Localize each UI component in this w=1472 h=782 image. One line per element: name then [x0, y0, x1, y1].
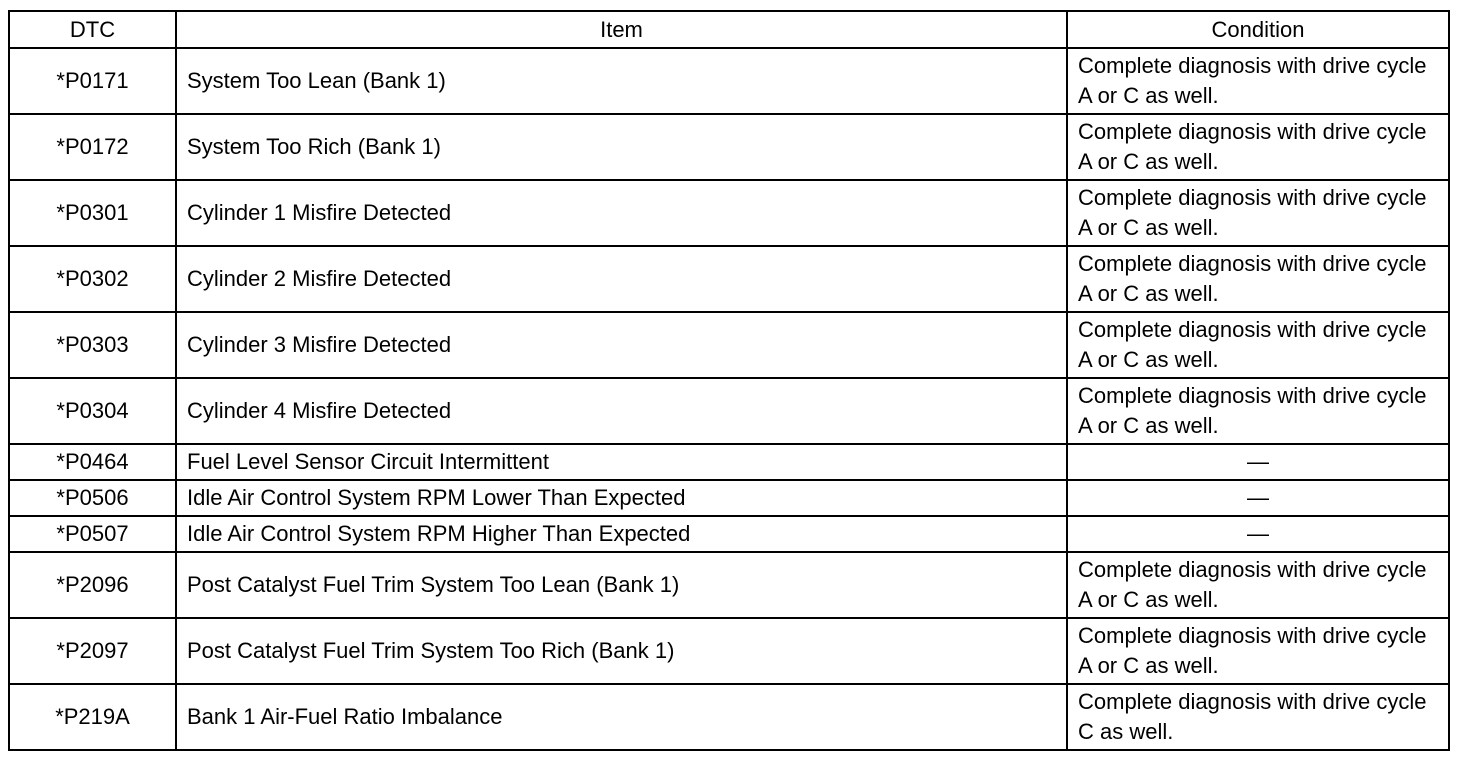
item-description-cell: Cylinder 1 Misfire Detected — [176, 180, 1067, 246]
dtc-code-cell: *P0301 — [9, 180, 176, 246]
condition-cell: — — [1067, 480, 1449, 516]
item-description-cell: System Too Rich (Bank 1) — [176, 114, 1067, 180]
condition-cell: — — [1067, 516, 1449, 552]
dtc-code-cell: *P0506 — [9, 480, 176, 516]
item-description-cell: Idle Air Control System RPM Higher Than Expected — [176, 516, 1067, 552]
dtc-code-cell: *P2097 — [9, 618, 176, 684]
dtc-code-cell: *P219A — [9, 684, 176, 750]
dtc-code-cell: *P0464 — [9, 444, 176, 480]
dtc-code-cell: *P2096 — [9, 552, 176, 618]
table-row — [9, 618, 1449, 684]
table-row — [9, 246, 1449, 312]
dtc-code-cell: *P0302 — [9, 246, 176, 312]
header-dtc: DTC — [9, 11, 176, 48]
item-description-cell: Post Catalyst Fuel Trim System Too Lean (Bank 1) — [176, 552, 1067, 618]
condition-cell: Complete diagnosis with drive cycle A or C as well. — [1067, 246, 1449, 312]
condition-cell: Complete diagnosis with drive cycle A or C as well. — [1067, 180, 1449, 246]
condition-cell: Complete diagnosis with drive cycle A or C as well. — [1067, 618, 1449, 684]
dtc-code-cell: *P0172 — [9, 114, 176, 180]
table-row — [9, 684, 1449, 750]
header-condition: Condition — [1067, 11, 1449, 48]
table-row — [9, 378, 1449, 444]
item-description-cell: System Too Lean (Bank 1) — [176, 48, 1067, 114]
table-row — [9, 516, 1449, 552]
item-description-cell: Idle Air Control System RPM Lower Than Expected — [176, 480, 1067, 516]
dtc-code-cell: *P0303 — [9, 312, 176, 378]
table-row — [9, 444, 1449, 480]
dtc-code-cell: *P0304 — [9, 378, 176, 444]
item-description-cell: Cylinder 3 Misfire Detected — [176, 312, 1067, 378]
condition-cell: — — [1067, 444, 1449, 480]
table-row — [9, 114, 1449, 180]
table-row — [9, 552, 1449, 618]
table-row — [9, 48, 1449, 114]
item-description-cell: Post Catalyst Fuel Trim System Too Rich (Bank 1) — [176, 618, 1067, 684]
table-row — [9, 480, 1449, 516]
dtc-code-cell: *P0507 — [9, 516, 176, 552]
condition-cell: Complete diagnosis with drive cycle A or C as well. — [1067, 312, 1449, 378]
dtc-code-cell: *P0171 — [9, 48, 176, 114]
table-body — [9, 48, 1449, 750]
dtc-table — [8, 10, 1450, 751]
table-row — [9, 312, 1449, 378]
table-row — [9, 180, 1449, 246]
condition-cell: Complete diagnosis with drive cycle A or C as well. — [1067, 48, 1449, 114]
condition-cell: Complete diagnosis with drive cycle A or C as well. — [1067, 114, 1449, 180]
item-description-cell: Bank 1 Air-Fuel Ratio Imbalance — [176, 684, 1067, 750]
condition-cell: Complete diagnosis with drive cycle C as well. — [1067, 684, 1449, 750]
header-item: Item — [176, 11, 1067, 48]
item-description-cell: Fuel Level Sensor Circuit Intermittent — [176, 444, 1067, 480]
condition-cell: Complete diagnosis with drive cycle A or C as well. — [1067, 552, 1449, 618]
item-description-cell: Cylinder 2 Misfire Detected — [176, 246, 1067, 312]
condition-cell: Complete diagnosis with drive cycle A or C as well. — [1067, 378, 1449, 444]
item-description-cell: Cylinder 4 Misfire Detected — [176, 378, 1067, 444]
table-header-row — [9, 11, 1449, 48]
